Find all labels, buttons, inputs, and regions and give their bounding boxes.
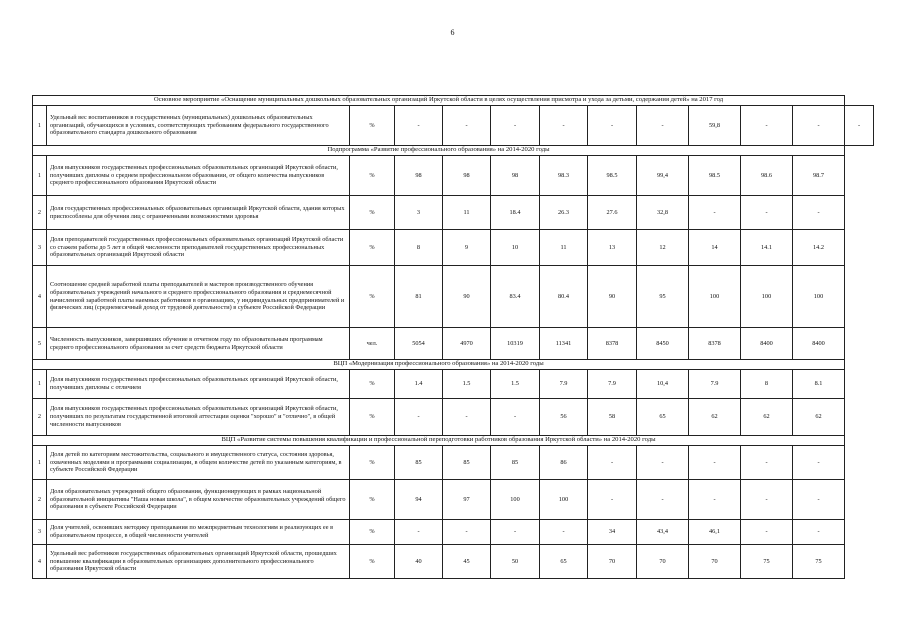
value-cell: 100	[540, 480, 588, 520]
table-row	[33, 106, 874, 146]
table-row	[33, 370, 874, 399]
table-row	[33, 545, 874, 579]
value-cell: 7.9	[588, 370, 637, 399]
section-title: ВЦП «Развитие системы повышения квалификации и профессиональной переподготовки работников образования Иркутской области» на 2014-2020 годы	[33, 436, 845, 446]
value-cell: 94	[395, 480, 443, 520]
value-cell: -	[395, 520, 443, 545]
value-cell: -	[637, 446, 689, 480]
unit-cell: %	[350, 230, 395, 266]
value-cell: 46,1	[689, 520, 741, 545]
value-cell: 14.1	[741, 230, 793, 266]
value-cell: 56	[540, 399, 588, 436]
value-cell: 58	[588, 399, 637, 436]
row-number: 1	[33, 156, 47, 196]
value-cell: -	[443, 520, 491, 545]
value-cell: -	[491, 520, 540, 545]
value-cell: 26.3	[540, 196, 588, 230]
value-cell: 100	[793, 266, 845, 328]
unit-cell: %	[350, 520, 395, 545]
indicator-description: Доля выпускников государственных профессиональных образовательных организаций Иркутской области, получивших дипломы о среднем профессиональном образовании, от общего количества выпускников среднего профессионального образования Иркутской области	[47, 156, 350, 196]
row-number: 3	[33, 230, 47, 266]
table-row	[33, 480, 874, 520]
value-cell: 62	[689, 399, 741, 436]
value-cell: -	[637, 106, 689, 146]
indicators-table	[32, 95, 874, 579]
unit-cell: %	[350, 196, 395, 230]
value-cell: 8	[741, 370, 793, 399]
value-cell: 8400	[793, 328, 845, 360]
value-cell: 50	[491, 545, 540, 579]
value-cell: 98.6	[741, 156, 793, 196]
value-cell: 99,4	[637, 156, 689, 196]
table-row	[33, 230, 874, 266]
value-cell: 10	[491, 230, 540, 266]
unit-cell: %	[350, 266, 395, 328]
section-header	[33, 96, 874, 106]
value-cell: 86	[540, 446, 588, 480]
value-cell: -	[443, 106, 491, 146]
page-number: 6	[450, 28, 455, 37]
value-cell: 100	[689, 266, 741, 328]
value-cell: 100	[491, 480, 540, 520]
unit-cell: %	[350, 106, 395, 146]
value-cell: 1.5	[491, 370, 540, 399]
value-cell: 98.5	[689, 156, 741, 196]
value-cell: 14.2	[793, 230, 845, 266]
value-cell: 70	[689, 545, 741, 579]
unit-cell: %	[350, 399, 395, 436]
table-row	[33, 446, 874, 480]
value-cell: -	[793, 480, 845, 520]
value-cell: 18.4	[491, 196, 540, 230]
table-row	[33, 196, 874, 230]
value-cell: 14	[689, 230, 741, 266]
value-cell: 62	[741, 399, 793, 436]
value-cell: 11	[540, 230, 588, 266]
table-row	[33, 156, 874, 196]
value-cell: 85	[491, 446, 540, 480]
indicator-description: Численность выпускников, завершивших обучение в отчетном году по образовательным программам среднего профессионального образования за счет средств бюджета Иркутской области	[47, 328, 350, 360]
table-row	[33, 399, 874, 436]
indicator-description: Доля преподавателей государственных профессиональных образовательных организаций Иркутской области со стажем работы до 5 лет в общей численности преподавателей государственных профессиональных образовательных организаций Иркутской области	[47, 230, 350, 266]
value-cell: 12	[637, 230, 689, 266]
value-cell: 70	[637, 545, 689, 579]
row-number: 1	[33, 106, 47, 146]
value-cell: 70	[588, 545, 637, 579]
value-cell: 90	[588, 266, 637, 328]
unit-cell: %	[350, 156, 395, 196]
value-cell: 11341	[540, 328, 588, 360]
value-cell: -	[491, 106, 540, 146]
value-cell: -	[540, 106, 588, 146]
value-cell: 98	[395, 156, 443, 196]
value-cell: 97	[443, 480, 491, 520]
value-cell: 5054	[395, 328, 443, 360]
indicator-description: Доля выпускников государственных профессиональных образовательных организаций Иркутской области, получивших по результатам государственной итоговой аттестации оценки "хорошо" и "отлично", в общей численности выпускников	[47, 399, 350, 436]
value-cell: -	[588, 480, 637, 520]
value-cell: -	[588, 446, 637, 480]
value-cell: 8450	[637, 328, 689, 360]
row-number: 4	[33, 545, 47, 579]
value-cell: -	[588, 106, 637, 146]
row-number: 5	[33, 328, 47, 360]
value-cell: 62	[793, 399, 845, 436]
value-cell: 65	[637, 399, 689, 436]
value-cell: 7.9	[689, 370, 741, 399]
row-number: 2	[33, 480, 47, 520]
indicator-description: Доля государственных профессиональных образовательных организаций Иркутской области, здания которых приспособлены для обучения лиц с ограниченными возможностями здоровья	[47, 196, 350, 230]
unit-cell: %	[350, 446, 395, 480]
row-number: 3	[33, 520, 47, 545]
value-cell: 8378	[689, 328, 741, 360]
section-title: Подпрограмма «Развитие профессионального образования» на 2014-2020 годы	[33, 146, 845, 156]
indicator-description: Удельный вес воспитанников в государственных (муниципальных) дошкольных образовательных организаций, обучающихся в условиях, соответствующих требованиям федерального государственного образовательного стандарта дошкольного образования	[47, 106, 350, 146]
value-cell: -	[491, 399, 540, 436]
value-cell: 65	[540, 545, 588, 579]
value-cell: 83.4	[491, 266, 540, 328]
value-cell: 1.5	[443, 370, 491, 399]
value-cell: 1.4	[395, 370, 443, 399]
table-row	[33, 266, 874, 328]
value-cell: 34	[588, 520, 637, 545]
value-cell: -	[793, 106, 845, 146]
value-cell: 8400	[741, 328, 793, 360]
indicator-description: Доля детей по категориям местожительства, социального и имущественного статуса, состояния здоровья, охваченных моделями и программами социализации, в общем количестве детей по указанным категориям, в субъекте Российской Федерации	[47, 446, 350, 480]
value-cell: -	[741, 446, 793, 480]
unit-cell: чел.	[350, 328, 395, 360]
row-number: 2	[33, 196, 47, 230]
value-cell: -	[689, 196, 741, 230]
value-cell: -	[741, 480, 793, 520]
value-cell: -	[689, 480, 741, 520]
value-cell: 45	[443, 545, 491, 579]
row-number: 2	[33, 399, 47, 436]
value-cell: 98.3	[540, 156, 588, 196]
row-number: 1	[33, 370, 47, 399]
unit-cell: %	[350, 370, 395, 399]
value-cell: -	[845, 106, 874, 146]
value-cell: 10319	[491, 328, 540, 360]
value-cell: 75	[793, 545, 845, 579]
value-cell: -	[793, 446, 845, 480]
value-cell: 85	[443, 446, 491, 480]
value-cell: 10,4	[637, 370, 689, 399]
indicator-description: Удельный вес работников государственных образовательных организаций Иркутской области, прошедших повышение квалификации в образовательных организациях дополнительного профессионального образования Иркутской области	[47, 545, 350, 579]
section-title: Основное мероприятие «Оснащение муниципальных дошкольных образовательных организаций Иркутской области в целях осуществления присмотра и ухода за детьми, содержания детей» на 2017 год	[33, 96, 845, 106]
value-cell: 98.7	[793, 156, 845, 196]
value-cell: 7.9	[540, 370, 588, 399]
value-cell: 98	[491, 156, 540, 196]
value-cell: -	[741, 520, 793, 545]
value-cell: 8378	[588, 328, 637, 360]
section-header	[33, 436, 874, 446]
value-cell: -	[793, 520, 845, 545]
value-cell: -	[395, 106, 443, 146]
table-row	[33, 328, 874, 360]
section-header	[33, 146, 874, 156]
value-cell: 8	[395, 230, 443, 266]
value-cell: 4970	[443, 328, 491, 360]
row-number: 1	[33, 446, 47, 480]
unit-cell: %	[350, 480, 395, 520]
value-cell: 85	[395, 446, 443, 480]
value-cell: -	[395, 399, 443, 436]
value-cell: 90	[443, 266, 491, 328]
value-cell: -	[540, 520, 588, 545]
value-cell: -	[741, 106, 793, 146]
indicator-description: Доля образовательных учреждений общего образования, функционирующих в рамках национальной образовательной инициативы "Наша новая школа", в общем количестве образовательных учреждений общего образования в субъекте Российской Федерации	[47, 480, 350, 520]
value-cell: 75	[741, 545, 793, 579]
value-cell: 98.5	[588, 156, 637, 196]
value-cell: 9	[443, 230, 491, 266]
value-cell: 100	[741, 266, 793, 328]
section-header	[33, 360, 874, 370]
indicator-description: Доля учителей, освоивших методику преподавания по межпредметным технологиям и реализующих ее в образовательном процессе, в общей численности учителей	[47, 520, 350, 545]
value-cell: 81	[395, 266, 443, 328]
value-cell: 8.1	[793, 370, 845, 399]
value-cell: 98	[443, 156, 491, 196]
value-cell: 43,4	[637, 520, 689, 545]
table-row	[33, 520, 874, 545]
value-cell: 59,8	[689, 106, 741, 146]
value-cell: 95	[637, 266, 689, 328]
value-cell: 11	[443, 196, 491, 230]
row-number: 4	[33, 266, 47, 328]
indicator-description: Соотношение средней заработной платы преподавателей и мастеров производственного обучения образовательных учреждений начального и среднего профессионального образования и среднемесячной начисленной заработной платы наемных работников в организациях, у индивидуальных предпринимателей и физических лиц (среднемесячный доход от трудовой деятельности) в субъекте Российской Федерации	[47, 266, 350, 328]
value-cell: 27.6	[588, 196, 637, 230]
value-cell: -	[443, 399, 491, 436]
value-cell: -	[689, 446, 741, 480]
value-cell: -	[637, 480, 689, 520]
unit-cell: %	[350, 545, 395, 579]
value-cell: 32,8	[637, 196, 689, 230]
section-title: ВЦП «Модернизация профессионального образования» на 2014-2020 годы	[33, 360, 845, 370]
value-cell: 3	[395, 196, 443, 230]
value-cell: -	[793, 196, 845, 230]
value-cell: 40	[395, 545, 443, 579]
value-cell: -	[741, 196, 793, 230]
value-cell: 80.4	[540, 266, 588, 328]
indicator-description: Доля выпускников государственных профессиональных образовательных организаций Иркутской области, получивших дипломы с отличием	[47, 370, 350, 399]
value-cell: 13	[588, 230, 637, 266]
